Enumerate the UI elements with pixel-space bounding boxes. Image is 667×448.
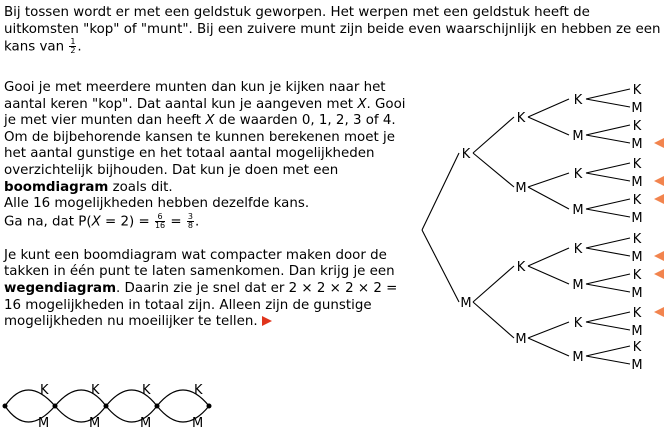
p3-t2: . Daarin zie je snel dat er 2 × 2 × 2 × 2 = 16 mogelijkheden in totaal zijn. Alleen zijn de gunstige mogelijkheden nu moeilijker te tellen.	[4, 281, 398, 330]
p2-t9: =	[166, 214, 186, 230]
tree-branch	[586, 135, 630, 143]
tree-branch	[528, 266, 569, 284]
tree-branch	[528, 99, 569, 117]
tree-level3-label: M	[572, 203, 584, 218]
fraction-den: 8	[187, 220, 193, 230]
tree-leaf-label: M	[631, 286, 643, 301]
tree-branch	[586, 173, 630, 181]
tree-branch	[528, 187, 569, 209]
fraction-num: 6	[155, 213, 165, 222]
tree-leaf-label: K	[632, 83, 642, 98]
tree-branch	[586, 312, 630, 322]
tree-branch	[586, 322, 630, 330]
tree-branch	[473, 266, 514, 302]
road-top-label: K	[142, 383, 151, 398]
p2-t5: zoals dit.	[108, 179, 173, 195]
var-x: X	[357, 96, 367, 112]
favorable-marker-icon	[654, 194, 664, 204]
road-bottom-label: M	[192, 416, 204, 431]
tree-branch	[586, 274, 630, 284]
tree-branch	[586, 209, 630, 217]
tree-leaf-label: M	[631, 358, 643, 373]
tree-branch	[586, 163, 630, 173]
p2-t10: .	[194, 214, 200, 230]
tree-branch	[586, 346, 630, 356]
intro-part1: Bij tossen wordt er met een geldstuk geworpen. Het werpen met een geldstuk heeft de uitkomsten "kop" of "munt". Bij een zuivere munt zijn beide even waarschijnlijk en hebben ze een kans van	[4, 5, 661, 55]
favorable-marker-icon	[654, 176, 664, 186]
road-bottom-label: M	[140, 416, 152, 431]
tree-branch	[473, 153, 514, 187]
tree-level3-label: K	[573, 316, 583, 331]
tree-branch	[528, 173, 569, 187]
tree-branch	[586, 89, 630, 99]
p2-t6: Alle 16 mogelijkheden hebben dezelfde kans.	[4, 196, 310, 212]
road-bottom-label: M	[89, 416, 101, 431]
p2-t8: = 2) =	[100, 214, 154, 230]
tree-level3-label: M	[572, 129, 584, 144]
tree-leaf-label: M	[631, 101, 643, 116]
fraction-den: 16	[154, 220, 166, 230]
favorable-marker-icon	[654, 138, 664, 148]
tree-level3-label: K	[573, 167, 583, 182]
tree-branch	[528, 248, 569, 266]
tree-level3-label: M	[572, 278, 584, 293]
tree-branch	[473, 117, 514, 153]
tree-level3-label: K	[573, 93, 583, 108]
tree-branch	[528, 117, 569, 135]
tree-branch	[586, 248, 630, 256]
tree-leaf-label: M	[631, 137, 643, 152]
fraction-half-num: 1	[70, 37, 76, 46]
tree-branch	[586, 284, 630, 292]
tree-leaf-label: M	[631, 324, 643, 339]
tree-branch	[422, 230, 459, 302]
p2-t7: Ga na, dat P(	[4, 214, 92, 230]
tree-leaf-label: K	[632, 119, 642, 134]
road-bottom-label: M	[38, 416, 50, 431]
tree-leaf-label: K	[632, 268, 642, 283]
tree-level1-label: M	[460, 296, 472, 311]
tree-branch	[586, 356, 630, 364]
tree-level2-label: K	[516, 111, 526, 126]
favorable-marker-icon	[654, 307, 664, 317]
tree-leaf-label: M	[631, 175, 643, 190]
p3-t1: Je kunt een boomdiagram wat compacter maken door de takken in één punt te laten samenkomen. Dan krijg je een	[4, 247, 395, 280]
tree-leaf-label: K	[632, 193, 642, 208]
tree-level3-label: K	[573, 242, 583, 257]
fraction-num: 3	[187, 211, 193, 221]
p2-t4: Om de bijbehorende kansen te kunnen berekenen moet je het aantal gunstige en het totaal aantal mogelijkheden overzichtelijk bijhouden. Dat kun je doen met een	[4, 129, 395, 178]
term-wegendiagram: wegendiagram	[4, 281, 117, 297]
tree-level3-label: M	[572, 350, 584, 365]
tree-leaf-label: K	[632, 157, 642, 172]
tree-branch	[586, 238, 630, 248]
p2-t2: . Gooi je met vier munten dan heeft	[4, 96, 406, 129]
tree-branch	[586, 199, 630, 209]
tree-leaf-label: K	[632, 340, 642, 355]
road-top-label: K	[91, 383, 100, 398]
tree-leaf-label: K	[632, 306, 642, 321]
tree-branch	[586, 99, 630, 107]
var-x: X	[91, 214, 101, 230]
tree-level2-label: M	[515, 332, 527, 347]
road-top-label: K	[40, 383, 49, 398]
tree-level2-label: K	[516, 260, 526, 275]
favorable-marker-icon	[654, 251, 664, 261]
p2-t3: de waarden 0, 1, 2, 3 of 4.	[214, 113, 396, 129]
tree-branch	[528, 338, 569, 356]
road-top-label: K	[194, 383, 203, 398]
tree-level1-label: K	[461, 147, 471, 162]
tree-leaf-label: M	[631, 211, 643, 226]
term-boomdiagram: boomdiagram	[4, 179, 109, 195]
tree-leaf-label: K	[632, 232, 642, 247]
tree-branch	[422, 153, 459, 230]
favorable-marker-icon	[654, 269, 664, 279]
tree-branch	[528, 322, 569, 338]
intro-part2: .	[77, 39, 82, 55]
tree-branch	[586, 125, 630, 135]
fraction-half-den: 2	[70, 46, 76, 55]
p2-t1: Gooi je met meerdere munten dan kun je kijken naar het aantal keren "kop". Dat aantal kun je aangeven met	[4, 80, 386, 112]
tree-branch	[473, 302, 514, 338]
tree-level2-label: M	[515, 181, 527, 196]
tree-leaf-label: M	[631, 250, 643, 265]
var-x: X	[205, 113, 215, 129]
